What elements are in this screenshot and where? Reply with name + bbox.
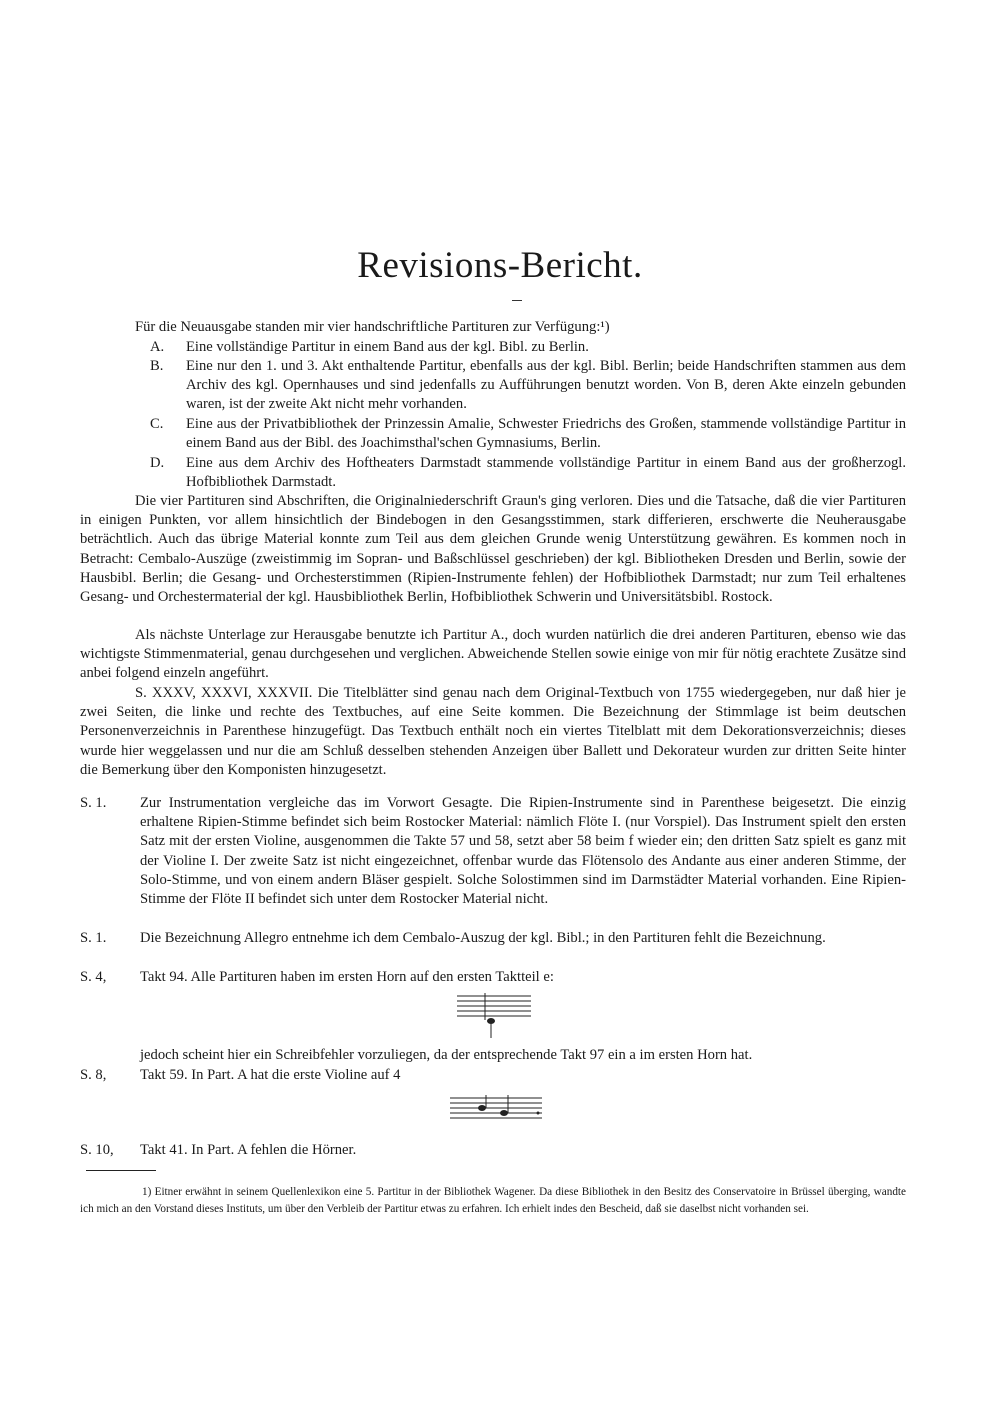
source-text: Eine vollständige Partitur in einem Band aus der kgl. Bibl. zu Berlin. <box>186 339 589 355</box>
remark-label: S. 1. <box>80 930 107 946</box>
remark-label: S. 10, <box>80 1142 114 1158</box>
footnote-divider <box>86 1170 156 1171</box>
source-text: Eine aus der Privatbibliothek der Prinzessin Amalie, Schwester Friedrichs des Großen, stammende vollständige Partitur in einem Band aus der Bibl. des Joachimsthal'schen Gymnasiums, Berlin. <box>186 416 906 452</box>
source-item-d <box>150 454 906 492</box>
source-label: C. <box>150 416 164 432</box>
remark-s1-instrumentation <box>80 794 906 909</box>
remark-s10 <box>80 1141 906 1160</box>
source-item-a <box>150 338 906 357</box>
remark-text: Takt 94. Alle Partituren haben im ersten Horn auf den ersten Taktteil e: <box>140 969 554 985</box>
remark-text: Takt 41. In Part. A fehlen die Hörner. <box>140 1142 357 1158</box>
remark-s1-allegro <box>80 929 906 948</box>
page-title: Revisions-Bericht. <box>357 245 643 286</box>
title-divider <box>512 300 522 301</box>
source-text: Eine aus dem Archiv des Hoftheaters Darmstadt stammende vollständige Partitur in einem Band aus der großherzogl. Hofbibliothek Darmstadt. <box>186 455 906 491</box>
paragraph-basis: Als nächste Unterlage zur Herausgabe benutzte ich Partitur A., doch wurden natürlich die drei anderen Partituren, ebenso wie das wichtigste Stimmenmaterial, genau durchgesehen und verglichen. Abweichende Stellen sowie einige von mir für nötig erachtete Zusätze sind anbei folgend einzeln angeführt. <box>80 627 906 682</box>
remark-label: S. 8, <box>80 1067 107 1083</box>
paragraph-copies: Die vier Partituren sind Abschriften, die Originalniederschrift Graun's ging verloren. Dies und die Tatsache, daß die vier Partituren in einigen Punkten, vor allem hinsichtlich der Bindebogen in den Gesangsstimmen, stark differieren, erschwerte die Neuherausgabe beträchtlich. Auch das übrige Material konnte zum Teil aus dem gleichen Grunde wenig Unterstützung gewähren. Es kommen noch in Betracht: Cembalo-Auszüge (zweistimmig im Sopran- und Baßschlüssel geschrieben) der kgl. Bibliotheken Dresden und Berlin, sowie der Hausbibl. Berlin; die Gesang- und Orchesterstimmen (Ripien-Instrumente fehlen) der Hofbibliothek Darmstadt; nur zum Teil erhaltenes Gesang- und Orchestermaterial der kgl. Hausbibliothek Berlin, Hofbibliothek Schwerin und Universitätsbibl. Rostock. <box>80 493 906 606</box>
paragraph-title-pages: S. XXXV, XXXVI, XXXVII. Die Titelblätter sind genau nach dem Original-Textbuch von 1755 wiedergegeben, nur daß hier je zwei Seiten, die linke und rechte des Textbuches, auf eine Seite kommen. Die Bezeichnung der Stimmlage ist beim deutschen Personenverzeichnis in Parenthese hinzugefügt. Das Textbuch enthält noch ein viertes Titelblatt mit dem Dekorationsverzeichnis; dieses wurde hier weggelassen und nur die am Schluß desselben stehenden Anzeigen über Ballett und Dekorateur wurden zur dritten Seite hinter die Bemerkung über den Komponisten hinzugesetzt. <box>80 685 906 778</box>
source-label: D. <box>150 455 165 471</box>
source-item-b <box>150 357 906 415</box>
source-label: A. <box>150 339 165 355</box>
remark-text: Zur Instrumentation vergleiche das im Vorwort Gesagte. Die Ripien-Instrumente sind in Parenthese beigesetzt. Die einzig erhaltene Ripien-Stimme befindet sich beim Rostocker Material: nämlich Flöte I. (nur Vorspiel). Das Instrument spielt den ersten Satz mit der ersten Violine, ausgenommen die Takte 57 und 58, setzt aber 58 beim f wieder ein; den dritten Satz spielt es ganz mit der Violine I. Der zweite Satz ist nicht eingezeichnet, offenbar wurde das Flötensolo des Andante aus einer anderen Stimme, der Solo-Stimme, und von einem andern Bläser gespielt. Solche Solostimmen sind im Darmstädter Material vorhanden. Eine Ripien-Stimme der Flöte II befindet sich unter dem Rostocker Material nicht. <box>140 795 906 908</box>
music-example-horn <box>455 990 535 1042</box>
source-label: B. <box>150 358 164 374</box>
remark-s8 <box>80 1066 906 1085</box>
source-text: Eine nur den 1. und 3. Akt enthaltende Partitur, ebenfalls aus der kgl. Bibl. Berlin; beide Handschriften stammen aus dem Archiv des kgl. Opernhauses und sind jedenfalls zu Aufführungen benutzt worden. Von B, deren Akte einzeln gebunden waren, ist der zweite Akt nicht mehr vorhanden. <box>186 358 906 413</box>
footnote: 1) Eitner erwähnt in seinem Quellenlexikon eine 5. Partitur in der Bibliothek Wagener. Da diese Bibliothek in den Besitz des Conservatoire in Brüssel überging, wandte ich mich an den Vorstand dieses Instituts, um über den Verbleib der Partitur etwas zu erfahren. Ich erhielt indes den Bescheid, daß sie daselbst nicht vorhanden sei. <box>80 1186 906 1215</box>
intro-paragraph: Für die Neuausgabe standen mir vier handschriftliche Partituren zur Verfügung:¹) <box>135 319 610 335</box>
remark-s4-continuation: jedoch scheint hier ein Schreibfehler vorzuliegen, da der entsprechende Takt 97 ein a im ersten Horn hat. <box>140 1047 753 1063</box>
remark-s4 <box>80 968 906 987</box>
remark-label: S. 1. <box>80 795 107 811</box>
remark-text: Die Bezeichnung Allegro entnehme ich dem Cembalo-Auszug der kgl. Bibl.; in den Partituren fehlt die Bezeichnung. <box>140 930 826 946</box>
remark-text: Takt 59. In Part. A hat die erste Violine auf 4 <box>140 1067 401 1083</box>
remark-label: S. 4, <box>80 969 107 985</box>
source-item-c <box>150 415 906 453</box>
music-example-violin <box>448 1092 546 1126</box>
